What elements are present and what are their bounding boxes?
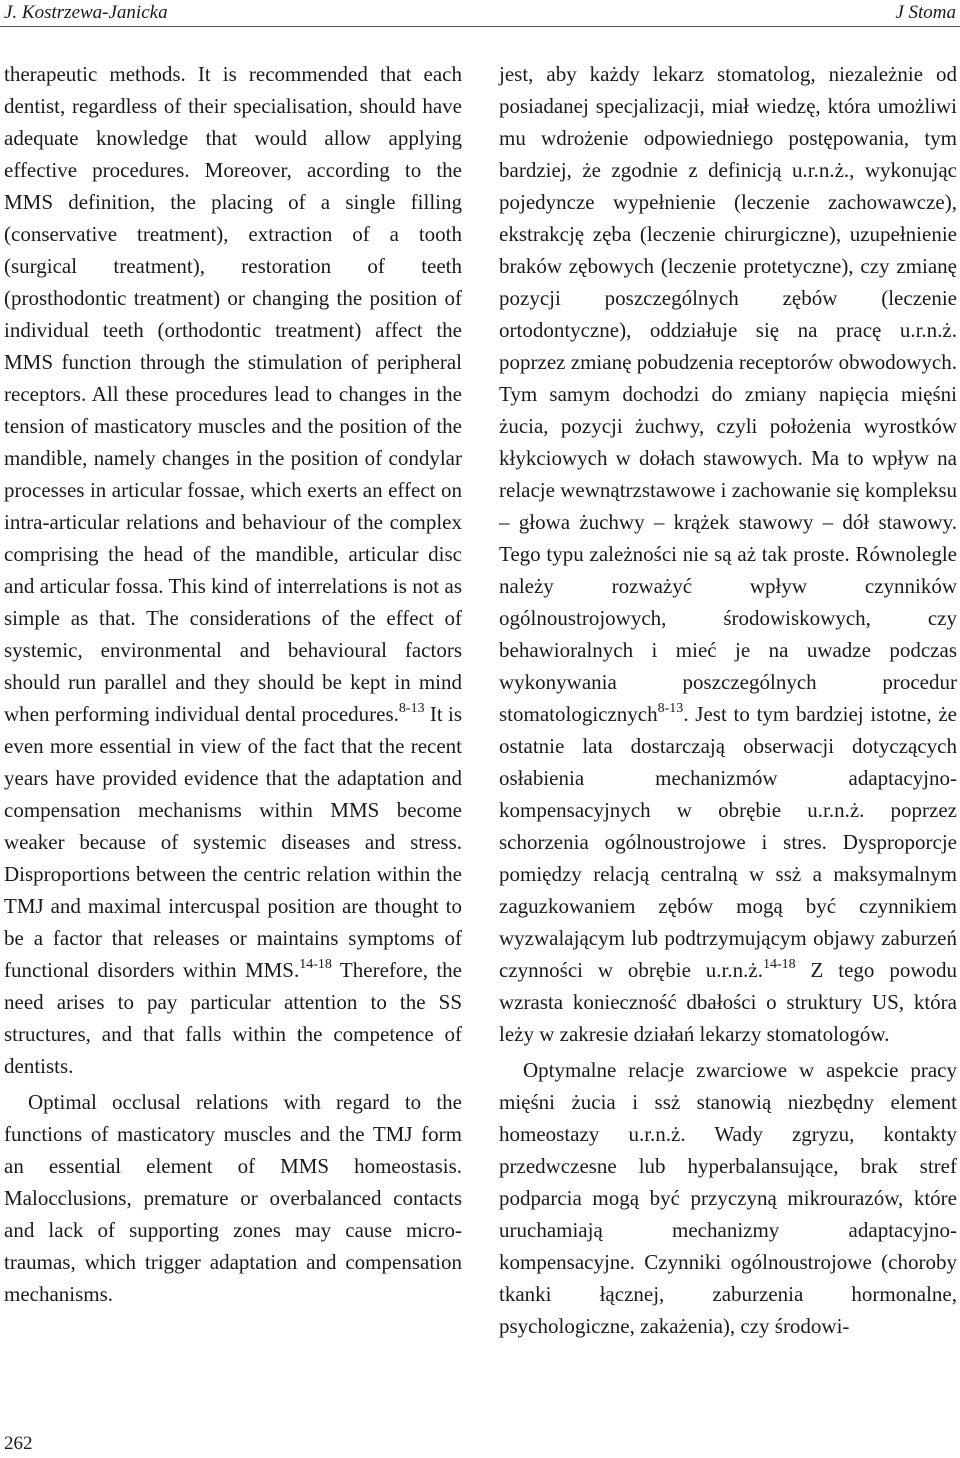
- right-p1-text-c: Z tego powodu wzrasta konieczność dbałości o struktury US, która leży w zakresie działań lekarzy stomatologów.: [499, 958, 957, 1046]
- left-column-english: [4, 58, 462, 1310]
- header-author: J. Kostrzewa-Janicka: [4, 2, 168, 23]
- left-p1-text-c: Therefore, the need arises to pay particular attention to the SS structures, and that falls within the competence of dentists.: [4, 958, 462, 1078]
- right-p1-text-a: jest, aby każdy lekarz stomatolog, niezależnie od posiadanej specjalizacji, miał wiedzę, która umożliwi mu wdrożenie odpowiedniego postępowania, tym bardziej, że zgodnie z definicją u.r.n.ż., wykonując pojedyncze wypełnienie (leczenie zachowawcze), ekstrakcję zęba (leczenie chirurgiczne), uzupełnienie braków zębowych (leczenie protetyczne), czy zmianę pozycji poszczególnych zębów (leczenie ortodontyczne), oddziałuje się na pracę u.r.n.ż. poprzez zmianę pobudzenia receptorów obwodowych. Tym samym dochodzi do zmiany napięcia mięśni żucia, pozycji żuchwy, czyli położenia wyrostków kłykciowych w dołach stawowych. Ma to wpływ na relacje wewnątrzstawowe i zachowanie się kompleksu – głowa żuchwy – krążek stawowy – dół stawowy. Tego typu zależności nie są aż tak proste. Równolegle należy rozważyć wpływ czynników ogólnoustrojowych, środowiskowych, czy behawioralnych i mieć je na uwadze podczas wykonywania poszczególnych procedur stomatologicznych: [499, 62, 957, 726]
- running-header: [0, 0, 960, 27]
- right-p1-reference-2: 14-18: [762, 957, 796, 972]
- left-p1-text-a: therapeutic methods. It is recommended that each dentist, regardless of their specialisation, should have adequate knowledge that would allow applying effective procedures. Moreover, according to the MMS definition, the placing of a single filling (conservative treatment), extraction of a tooth (surgical treatment), restoration of teeth (prosthodontic treatment) or changing the position of individual teeth (orthodontic treatment) affect the MMS function through the stimulation of peripheral receptors. All these procedures lead to changes in the tension of masticatory muscles and the position of the mandible, namely changes in the position of condylar processes in articular fossae, which exerts an effect on intra-articular relations and behaviour of the complex comprising the head of the mandible, articular disc and articular fossa. This kind of interrelations is not as simple as that. The considerations of the effect of systemic, environmental and behavioural factors should run parallel and they should be kept in mind when performing individual dental procedures.: [4, 62, 462, 726]
- header-journal: J Stoma: [895, 2, 956, 23]
- left-paragraph-1: [4, 58, 462, 1082]
- left-p1-reference-2: 14-18: [299, 957, 332, 972]
- page-number: 262: [4, 1433, 33, 1454]
- left-paragraph-2: Optimal occlusal relations with regard to the functions of masticatory muscles and the TMJ form an essential element of MMS homeostasis. Malocclusions, premature or overbalanced contacts and lack of supporting zones may cause micro-traumas, which trigger adaptation and compensation mechanisms.: [4, 1090, 462, 1306]
- right-column-polish: [499, 58, 957, 1342]
- left-p1-reference-1: 8-13: [398, 701, 425, 716]
- right-paragraph-2: Optymalne relacje zwarciowe w aspekcie pracy mięśni żucia i ssż stanowią niezbędny element homeostazy u.r.n.ż. Wady zgryzu, kontakty przedwczesne lub hyperbalansujące, brak stref podparcia mogą być przyczyną mikrourazów, które uruchamiają mechanizmy adaptacyjno-kompensacyjne. Czynniki ogólnoustrojowe (choroby tkanki łącznej, zaburzenia hormonalne, psychologiczne, zakażenia), czy środowi-: [499, 1058, 957, 1338]
- left-p1-text-b: It is even more essential in view of the fact that the recent years have provided evidence that the adaptation and compensation mechanisms within MMS become weaker because of systemic diseases and stress. Disproportions between the centric relation within the TMJ and maximal intercuspal position are thought to be a factor that releases or maintains symptoms of functional disorders within MMS.: [4, 702, 462, 982]
- right-paragraph-1: [499, 58, 957, 1050]
- right-p1-text-b: . Jest to tym bardziej istotne, że ostatnie lata dostarczają obserwacji dotyczących osłabienia mechanizmów adaptacyjno-kompensacyjnych w obrębie u.r.n.ż. poprzez schorzenia ogólnoustrojowe i stres. Dysproporcje pomiędzy relacją centralną w ssż a maksymalnym zaguzkowaniem zębów mogą być czynnikiem wyzwalającym lub podtrzymującym objawy zaburzeń czynności w obrębie u.r.n.ż.: [499, 702, 957, 982]
- right-p1-reference-1: 8-13: [657, 701, 684, 716]
